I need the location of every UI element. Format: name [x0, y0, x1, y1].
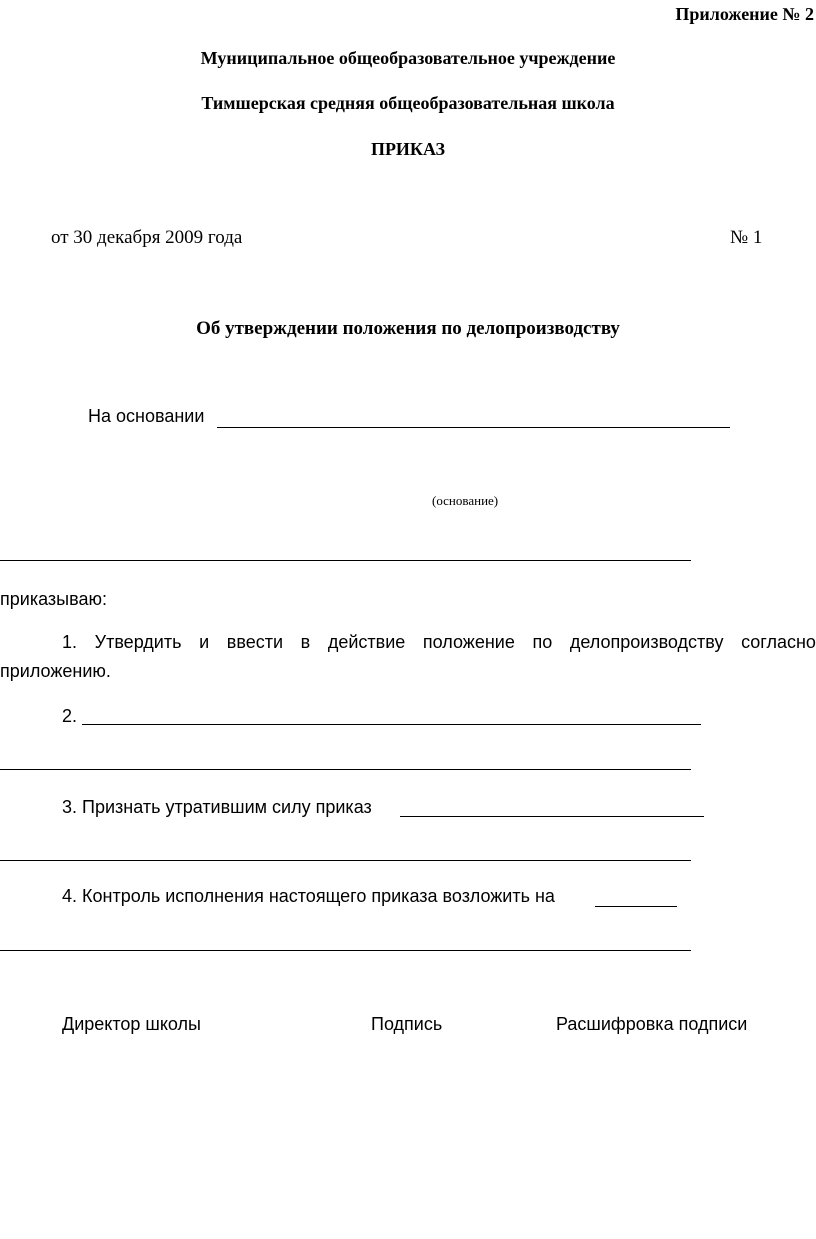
order-subject: Об утверждении положения по делопроизводству	[196, 318, 620, 339]
item-1-word: согласно	[741, 632, 816, 652]
signature-decode: Расшифровка подписи	[556, 1014, 748, 1034]
item-1-word: в	[300, 632, 311, 652]
item-3-label: 3. Признать утратившим силу приказ	[62, 797, 372, 817]
basis-blank-line	[217, 427, 730, 428]
order-date: от 30 декабря 2009 года	[51, 227, 243, 248]
order-number: № 1	[730, 227, 763, 248]
item-1-line-1	[62, 632, 816, 653]
item-2-label: 2.	[62, 706, 78, 726]
item-3-continuation-line	[0, 860, 691, 861]
item-1-word: действие	[327, 632, 406, 652]
signature-sign: Подпись	[371, 1014, 443, 1034]
basis-label: На основании	[88, 406, 205, 426]
item-4-blank-line	[595, 906, 677, 907]
item-1-word: Утвердить	[94, 632, 182, 652]
item-3-blank-line	[400, 816, 704, 817]
item-1-word: 1.	[62, 632, 78, 652]
signature-position: Директор школы	[62, 1014, 201, 1034]
item-1-word: положение	[422, 632, 515, 652]
item-1-line-2: приложению.	[0, 661, 111, 681]
item-1-word: делопроизводству	[569, 632, 724, 652]
item-1-word: и	[199, 632, 210, 652]
item-4-label: 4. Контроль исполнения настоящего приказа возложить на	[62, 886, 555, 906]
item-2-continuation-line	[0, 769, 691, 770]
basis-caption: (основание)	[432, 493, 499, 508]
item-4-continuation-line	[0, 950, 691, 951]
item-1-word: по	[532, 632, 553, 652]
institution-name: Муниципальное общеобразовательное учреждение	[200, 48, 616, 68]
order-verb: приказываю:	[0, 589, 107, 609]
item-1-word: ввести	[226, 632, 284, 652]
item-2-blank-line	[82, 724, 701, 725]
document-title: ПРИКАЗ	[370, 139, 446, 159]
appendix-label: Приложение № 2	[675, 4, 814, 24]
basis-continuation-line	[0, 560, 691, 561]
school-name: Тимшерская средняя общеобразовательная школа	[201, 93, 615, 113]
